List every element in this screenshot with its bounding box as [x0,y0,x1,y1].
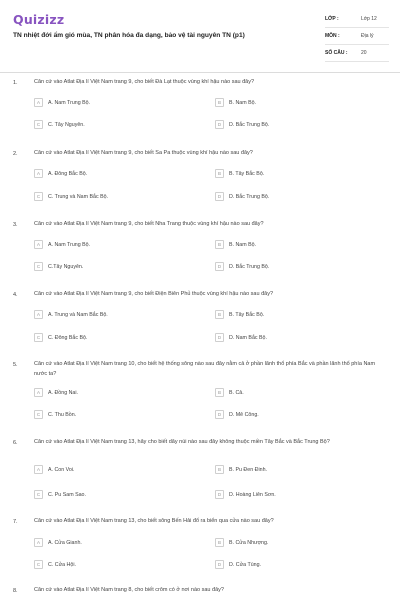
header-divider [0,72,400,73]
option-c[interactable] [34,490,144,499]
option-letter-box: C [34,262,43,271]
question-number: 8. [13,588,18,594]
option-d[interactable] [215,333,325,342]
option-letter-box: A [34,538,43,547]
option-a[interactable] [34,240,144,249]
option-a[interactable] [34,538,144,547]
option-text: C. Trung và Nam Bắc Bộ. [48,193,109,200]
option-c[interactable] [34,262,144,271]
question-number: 1. [13,80,18,86]
meta-label: SỐ CÂU : [325,50,348,56]
option-text: C. Tây Nguyên. [48,121,85,128]
question-number: 7. [13,519,18,525]
question-text: Căn cứ vào Atlat Địa lí Việt Nam trang 9, cho biết Nha Trang thuộc vùng khí hậu nào sau đây? [34,221,264,227]
option-text: B. Tây Bắc Bộ. [229,311,265,318]
option-letter-box: A [34,98,43,107]
option-a[interactable] [34,98,144,107]
option-letter-box: B [215,240,224,249]
option-letter-box: B [215,465,224,474]
option-c[interactable] [34,560,144,569]
question-text: Căn cứ vào Atlat Địa lí Việt Nam trang 13, hãy cho biết dãy núi nào sau đây không thuộc miền Tây Bắc và Bắc Trung Bộ? [34,439,330,445]
option-d[interactable] [215,490,325,499]
option-letter-box: A [34,240,43,249]
option-text: B. Cửa Nhượng. [229,539,269,546]
option-letter-box: C [34,410,43,419]
option-b[interactable] [215,310,325,319]
question-text: Căn cứ vào Atlat Địa lí Việt Nam trang 9, cho biết Sa Pa thuộc vùng khí hậu nào sau đây? [34,150,253,156]
meta-table [325,11,389,62]
meta-value: 20 [361,50,367,56]
option-letter-box: A [34,388,43,397]
option-text: A. Nam Trung Bộ. [48,99,91,106]
option-text: B. Nam Bộ. [229,241,257,248]
option-letter-box: D [215,490,224,499]
option-text: D. Cửa Tùng. [229,561,262,568]
option-letter-box: D [215,192,224,201]
option-letter-box: C [34,333,43,342]
option-d[interactable] [215,410,325,419]
option-letter-box: C [34,560,43,569]
question-text: Căn cứ vào Atlat Địa lí Việt Nam trang 10, cho biết hệ thống sông nào sau đây nằm cả ở phần lãnh thổ phía Bắc và phần lãnh thổ phía Nam nước ta? [34,361,376,377]
option-c[interactable] [34,410,144,419]
option-letter-box: A [34,169,43,178]
option-text: A. Cửa Gianh. [48,539,82,546]
option-letter-box: D [215,410,224,419]
meta-label: MÔN : [325,33,340,39]
option-text: D. Bắc Trung Bộ. [229,121,270,128]
question-text: Căn cứ vào Atlat Địa lí Việt Nam trang 8, cho biết crôm có ở nơi nào sau đây? [34,587,224,593]
option-b[interactable] [215,465,325,474]
question-number: 2. [13,151,18,157]
option-letter-box: D [215,333,224,342]
option-text: C. Pu Sam Sao. [48,491,86,498]
option-text: A. Nam Trung Bộ. [48,241,91,248]
option-text: B. Nam Bộ. [229,99,257,106]
option-a[interactable] [34,169,144,178]
option-c[interactable] [34,333,144,342]
meta-label: LỚP : [325,16,339,22]
option-b[interactable] [215,98,325,107]
option-text: D. Mê Công. [229,411,259,418]
option-letter-box: B [215,98,224,107]
option-b[interactable] [215,388,325,397]
meta-value: Lớp 12 [361,16,377,22]
option-text: A. Con Voi. [48,466,75,473]
option-letter-box: D [215,262,224,271]
option-text: B. Cả. [229,389,244,396]
question-text: Căn cứ vào Atlat Địa lí Việt Nam trang 13, cho biết sông Bến Hải đổ ra biển qua cửa nào sau đây? [34,518,274,524]
option-letter-box: C [34,120,43,129]
meta-row-subject [325,28,389,45]
option-d[interactable] [215,192,325,201]
meta-value: Địa lý [361,33,374,39]
option-d[interactable] [215,560,325,569]
option-letter-box: B [215,169,224,178]
option-text: C. Thu Bồn. [48,411,77,418]
meta-row-class [325,11,389,28]
option-letter-box: B [215,310,224,319]
option-letter-box: B [215,388,224,397]
option-letter-box: A [34,310,43,319]
option-b[interactable] [215,169,325,178]
option-text: A. Trung và Nam Bắc Bộ. [48,311,108,318]
option-text: A. Đông Bắc Bộ. [48,170,88,177]
option-letter-box: D [215,120,224,129]
option-letter-box: A [34,465,43,474]
quiz-title: TN nhiệt đới ẩm gió mùa, TN phân hóa đa dạng, bảo vệ tài nguyên TN (p1) [13,32,245,39]
option-letter-box: C [34,192,43,201]
option-text: A. Đồng Nai. [48,389,79,396]
option-text: B. Tây Bắc Bộ. [229,170,265,177]
option-d[interactable] [215,120,325,129]
question-number: 6. [13,440,18,446]
option-text: D. Hoàng Liên Sơn. [229,491,276,498]
option-letter-box: D [215,560,224,569]
option-text: D. Bắc Trung Bộ. [229,193,270,200]
option-text: D. Nam Bắc Bộ. [229,334,267,341]
question-text: Căn cứ vào Atlat Địa lí Việt Nam trang 9, cho biết Điện Biên Phủ thuộc vùng khí hậu nào sau đây? [34,291,274,297]
option-letter-box: B [215,538,224,547]
worksheet-header [0,0,400,66]
option-c[interactable] [34,120,144,129]
quizizz-logo: Quizizz [13,12,65,27]
meta-row-count [325,45,389,62]
option-a[interactable] [34,388,144,397]
option-d[interactable] [215,262,325,271]
option-text: D. Bắc Trung Bộ. [229,263,270,270]
question-number: 5. [13,362,18,368]
option-text: C.Tây Nguyên. [48,263,84,270]
question-number: 3. [13,222,18,228]
option-letter-box: C [34,490,43,499]
option-text: C. Đông Bắc Bộ. [48,334,88,341]
question-number: 4. [13,292,18,298]
option-c[interactable] [34,192,144,201]
option-b[interactable] [215,240,325,249]
option-a[interactable] [34,465,144,474]
option-b[interactable] [215,538,325,547]
option-a[interactable] [34,310,144,319]
option-text: B. Pu Đen Đinh. [229,466,267,473]
question-text: Căn cứ vào Atlat Địa lí Việt Nam trang 9, cho biết Đà Lạt thuộc vùng khí hậu nào sau đây? [34,79,255,85]
option-text: C. Cửa Hội. [48,561,76,568]
